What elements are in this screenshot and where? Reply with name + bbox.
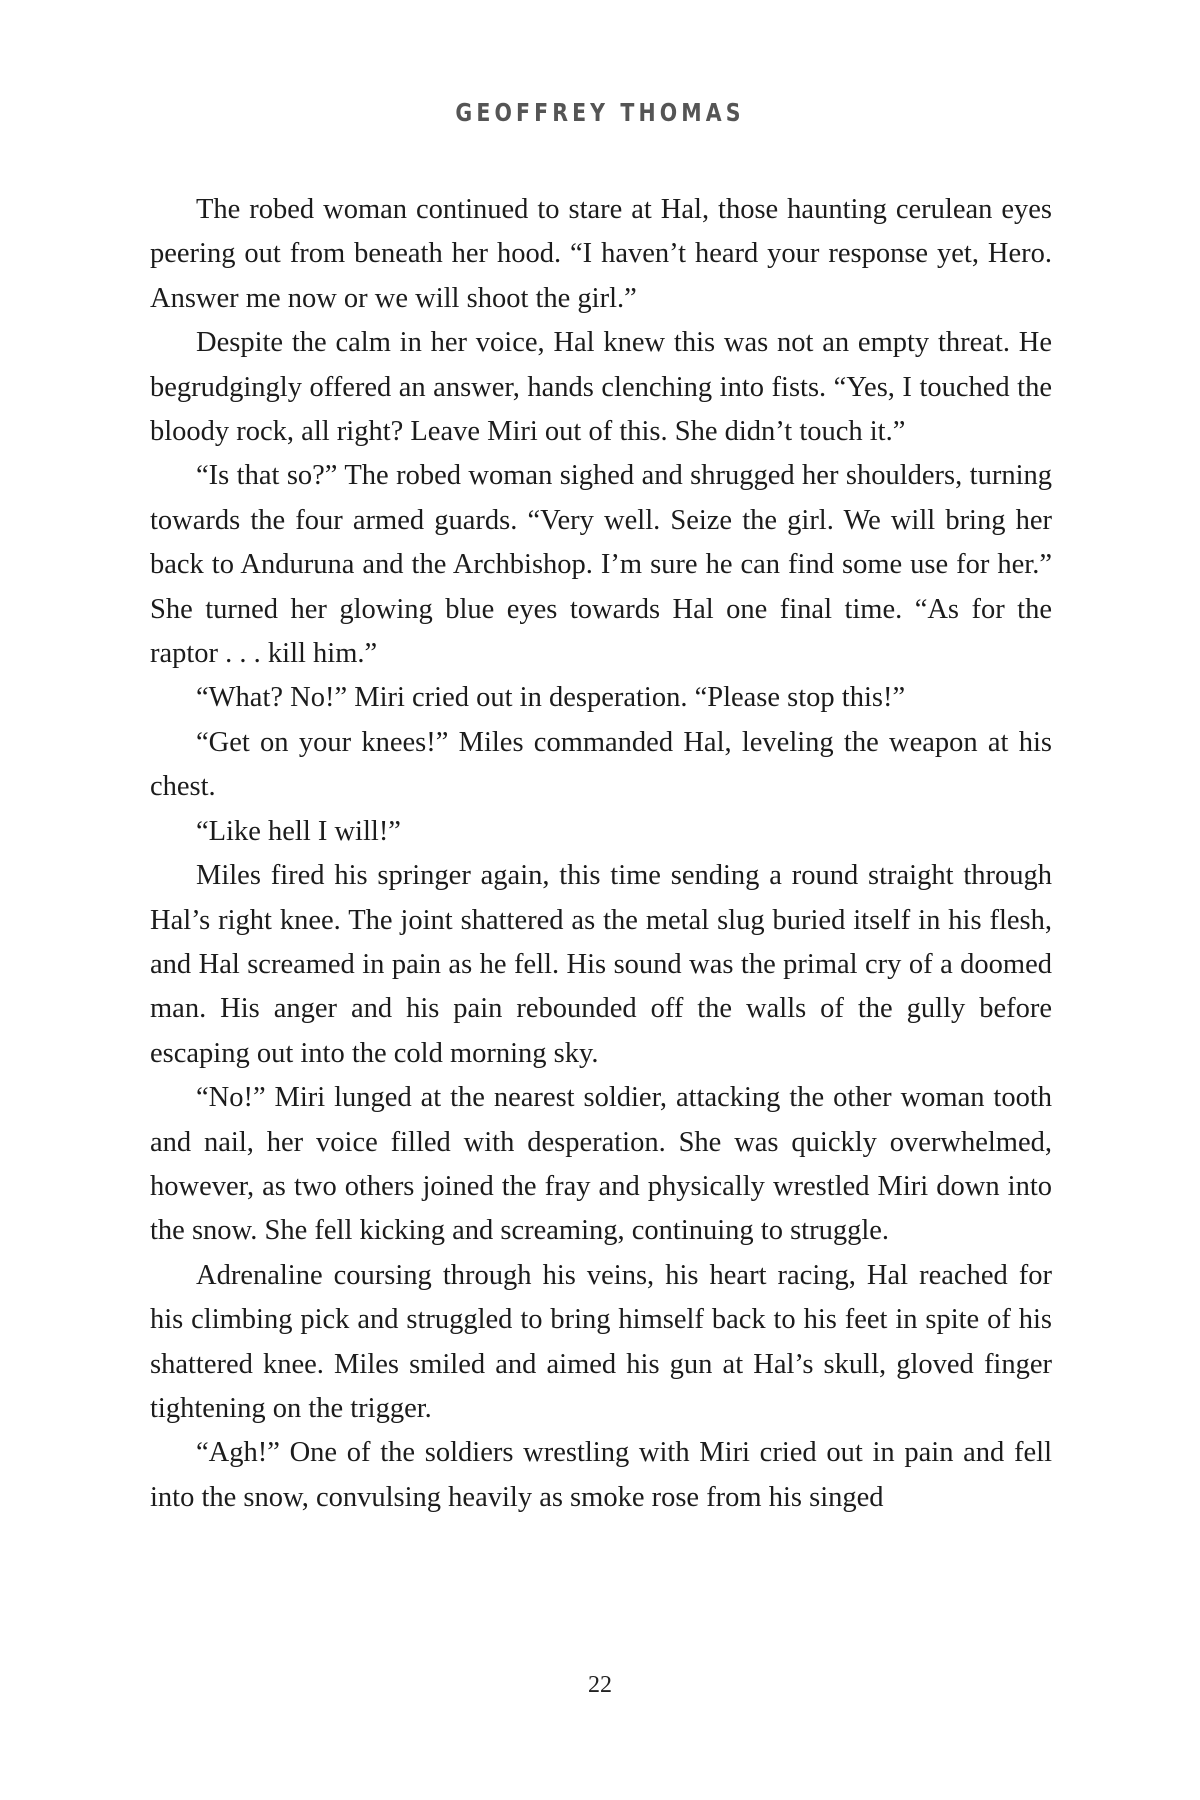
body-text xyxy=(150,188,1052,1520)
paragraph: “Is that so?” The robed woman sighed and shrugged her shoulders, turning towards the four armed guards. “Very well. Seize the girl. We will bring her back to Anduruna and the Archbishop. I’m sure he can find some use for her.” She turned her glowing blue eyes towards Hal one final time. “As for the raptor . . . kill him.” xyxy=(150,460,1052,670)
paragraph: “Get on your knees!” Miles commanded Hal, leveling the weapon at his chest. xyxy=(150,726,1052,803)
page-number: 22 xyxy=(588,1672,612,1698)
paragraph: Miles fired his springer again, this time sending a round straight through Hal’s right knee. The joint shattered as the metal slug buried itself in his flesh, and Hal screamed in pain as he fell. His sound was the primal cry of a doomed man. His anger and his pain rebounded off the walls of the gully before escaping out into the cold morning sky. xyxy=(150,860,1052,1069)
paragraph: Despite the calm in her voice, Hal knew this was not an empty threat. He begrudgingly offered an answer, hands clenching into fists. “Yes, I touched the bloody rock, all right? Leave Miri out of this. She didn’t touch it.” xyxy=(150,327,1052,448)
paragraph: The robed woman continued to stare at Hal, those haunting cerulean eyes peering out from beneath her hood. “I haven’t heard your response yet, Hero. Answer me now or we will shoot the girl.” xyxy=(150,194,1052,314)
paragraph: “No!” Miri lunged at the nearest soldier, attacking the other woman tooth and nail, her voice filled with desperation. She was quickly overwhelmed, however, as two others joined the fray and physically wrestled Miri down into the snow. She fell kicking and screaming, continuing to struggle. xyxy=(150,1082,1052,1247)
paragraph: “What? No!” Miri cried out in desperation. “Please stop this!” xyxy=(196,682,906,714)
running-head: GEOFFREY THOMAS xyxy=(455,98,745,127)
paragraph: Adrenaline coursing through his veins, his heart racing, Hal reached for his climbing pick and struggled to bring himself back to his feet in spite of his shattered knee. Miles smiled and aimed his gun at Hal’s skull, gloved finger tightening on the trigger. xyxy=(150,1259,1052,1424)
paragraph: “Agh!” One of the soldiers wrestling with Miri cried out in pain and fell into the snow, convulsing heavily as smoke rose from his singed xyxy=(150,1437,1052,1513)
paragraph: “Like hell I will!” xyxy=(196,815,401,847)
